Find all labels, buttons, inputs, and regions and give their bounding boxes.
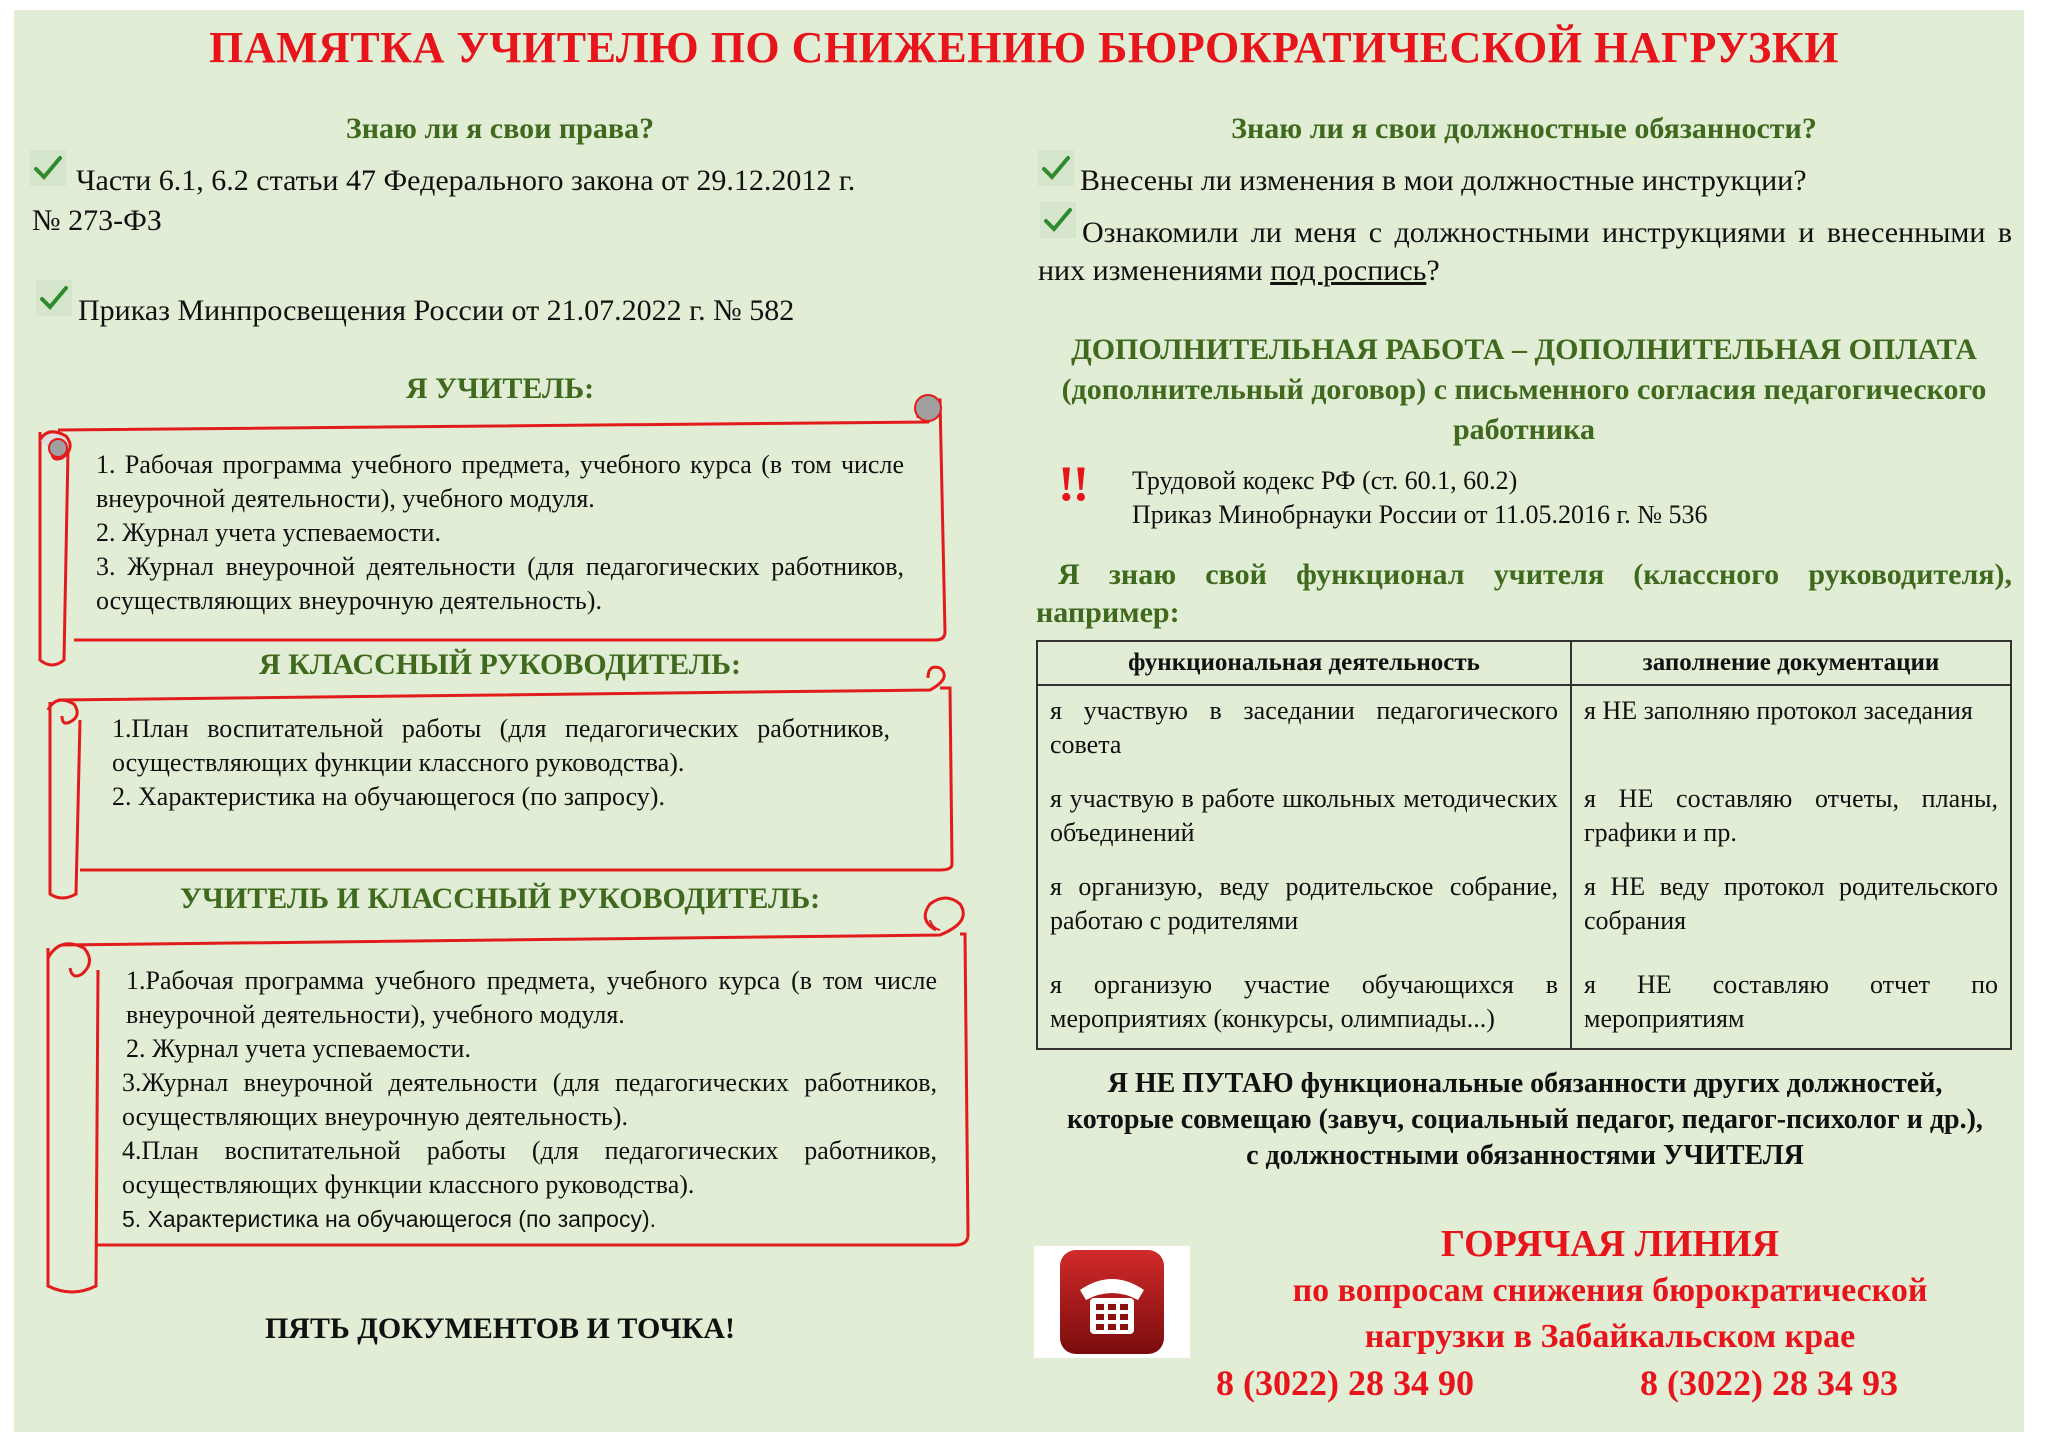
class-teacher-item: 1.План воспитательной работы (для педагогических работников, осуществляющих функции классного руководства). [112,714,890,777]
hotline-phone-2[interactable]: 8 (3022) 28 34 93 [1640,1363,1898,1403]
teacher-item: 2. Журнал учета успеваемости. [96,518,441,547]
both-roles-item: 1.Рабочая программа учебного предмета, учебного курса (в том числе внеурочной деятельности), учебного модуля. [126,966,937,1029]
both-roles-item: 4.План воспитательной работы (для педагогических работников, осуществляющих функции классного руководства). [122,1136,937,1199]
rights-item-1: Части 6.1, 6.2 статьи 47 Федерального закона от 29.12.2012 г. [76,164,856,197]
five-documents-footer: ПЯТЬ ДОКУМЕНТОВ И ТОЧКА! [264,1312,736,1345]
teacher-item: 1. Рабочая программа учебного предмета, учебного курса (в том числе внеурочной деятельности), учебного модуля. [96,450,904,513]
class-teacher-list [112,712,890,814]
both-roles-heading: УЧИТЕЛЬ И КЛАССНЫЙ РУКОВОДИТЕЛЬ: [179,882,821,915]
page-title: ПАМЯТКА УЧИТЕЛЮ ПО СНИЖЕНИЮ БЮРОКРАТИЧЕСКОЙ НАГРУЗКИ [209,23,1839,72]
both-roles-item: 5. Характеристика на обучающегося (по запросу). [122,1206,657,1232]
not-confuse-note: Я НЕ ПУТАЮ функциональные обязанности других должностей, которые совмещаю (завуч, социальный педагог, педагог-психолог и др.), с должностными обязанностями УЧИТЕЛЯ [1067,1068,1983,1171]
hotline-phone-1[interactable]: 8 (3022) 28 34 90 [1216,1363,1474,1403]
both-roles-item: 2. Журнал учета успеваемости. [126,1034,471,1063]
table-row [1037,960,2011,1049]
duties-heading: Знаю ли я свои должностные обязанности? [1231,112,1817,145]
table-cell: я организую участие обучающихся в мероприятиях (конкурсы, олимпиады...) [1037,960,1571,1049]
checkmark-icon [36,280,72,316]
rights-heading: Знаю ли я свои права? [345,112,655,145]
table-header: функциональная деятельность [1037,641,1571,685]
table-cell: я НЕ составляю отчет по мероприятиям [1571,960,2011,1049]
table-cell: я организую, веду родительское собрание, работаю с родителями [1037,862,1571,960]
table-header: заполнение документации [1571,641,2011,685]
both-roles-item: 3.Журнал внеурочной деятельности (для педагогических работников, осуществляющих внеурочную деятельность). [122,1068,937,1131]
checkmark-icon [30,150,66,186]
class-teacher-heading: Я КЛАССНЫЙ РУКОВОДИТЕЛЬ: [259,648,741,681]
table-cell: я НЕ веду протокол родительского собрания [1571,862,2011,960]
hotline-subtitle-1: по вопросам снижения бюрократической [1292,1272,1928,1309]
table-cell: я НЕ составляю отчеты, планы, графики и пр. [1571,774,2011,862]
law-reference-1: Трудовой кодекс РФ (ст. 60.1, 60.2) [1132,466,1518,495]
functional-table [1036,640,2012,1050]
extra-work-heading: ДОПОЛНИТЕЛЬНАЯ РАБОТА – ДОПОЛНИТЕЛЬНАЯ ОПЛАТА (дополнительный договор) с письменного согласия педагогического работника [1061,333,1987,446]
phone-icon-frame [1034,1246,1190,1358]
hotline-subtitle-2: нагрузки в Забайкальском крае [1364,1318,1856,1355]
rights-item-1-cont: № 273-ФЗ [32,204,162,237]
class-teacher-item: 2. Характеристика на обучающегося (по запросу). [112,782,665,811]
teacher-list [92,448,904,618]
signature-underlined: под роспись [1270,254,1427,287]
exclamation-icon: !! [1058,455,1088,511]
duty-question-1: Внесены ли изменения в мои должностные инструкции? [1080,164,1807,197]
table-row [1037,862,2011,960]
both-roles-list [122,964,937,1236]
law-reference-2: Приказ Минобрнауки России от 11.05.2016 г. № 536 [1132,500,1708,529]
table-row [1037,685,2011,774]
table-cell: я участвую в работе школьных методических объединений [1037,774,1571,862]
table-row [1037,774,2011,862]
checkmark-icon [1038,150,1074,186]
teacher-heading: Я УЧИТЕЛЬ: [405,372,595,405]
telephone-icon [1034,1246,1190,1358]
table-cell: я НЕ заполняю протокол заседания [1571,685,2011,774]
hotline-title: ГОРЯЧАЯ ЛИНИЯ [1440,1223,1780,1265]
table-cell: я участвую в заседании педагогического совета [1037,685,1571,774]
duty-question-2: Ознакомили ли меня с должностными инструкциями и внесенными в них изменениями под роспись? [1038,216,2012,287]
functional-heading: Я знаю свой функционал учителя (классного руководителя), например: [1036,558,2012,629]
rights-item-2: Приказ Минпросвещения России от 21.07.2022 г. № 582 [78,294,795,327]
teacher-item: 3. Журнал внеурочной деятельности (для педагогических работников, осуществляющих внеурочную деятельность). [96,552,904,615]
